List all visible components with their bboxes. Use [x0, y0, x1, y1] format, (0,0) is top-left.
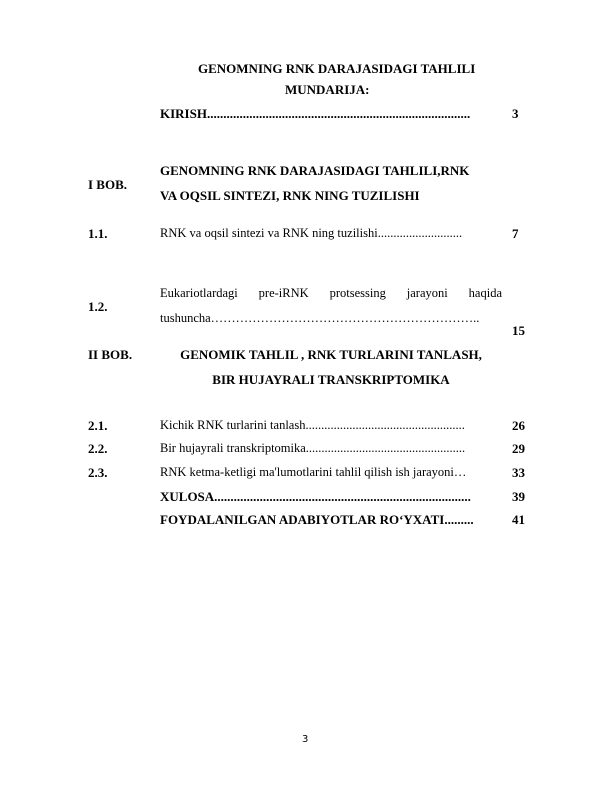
section-1-1-title: RNK va oqsil sintezi va RNK ning tuzilishi...........................	[160, 226, 463, 240]
section-1-2-page: 15	[512, 323, 525, 338]
toc-page-conclusion: 39	[512, 489, 525, 504]
section-2-1-number: 2.1.	[88, 418, 108, 433]
chapter-1-number: I BOB.	[88, 177, 128, 192]
toc-page-references: 41	[512, 512, 525, 527]
section-2-3-page: 33	[512, 465, 525, 480]
section-2-2-page: 29	[512, 441, 525, 456]
chapter-2-title-line2: BIR HUJAYRALI TRANSKRIPTOMIKA	[212, 372, 450, 387]
chapter-2-number: II BOB.	[88, 347, 133, 362]
toc-entry-conclusion: XULOSA...............................................................................	[160, 489, 471, 504]
section-2-3-number: 2.3.	[88, 465, 108, 480]
section-1-2-title-line1: Eukariotlardagi pre-iRNK protsessing jarayoni haqida	[160, 286, 502, 300]
section-1-2-title-line2: tushuncha………………………………………………………..	[160, 311, 480, 325]
section-1-1-page: 7	[512, 226, 519, 241]
toc-entry-references: FOYDALANILGAN ADABIYOTLAR RO‘YXATI.........	[160, 512, 474, 527]
chapter-2-title-line1: GENOMIK TAHLIL , RNK TURLARINI TANLASH,	[180, 347, 482, 362]
section-1-2-number: 1.2.	[88, 299, 108, 314]
section-2-2-number: 2.2.	[88, 441, 108, 456]
chapter-1-title-line1: GENOMNING RNK DARAJASIDAGI TAHLILI,RNK	[160, 163, 470, 178]
section-2-3-title: RNK ketma-ketligi ma'lumotlarini tahlil qilish ish jarayoni…	[160, 465, 467, 479]
section-1-1-number: 1.1.	[88, 226, 108, 241]
document-title: GENOMNING RNK DARAJASIDAGI TAHLILI	[198, 61, 476, 76]
toc-page-intro: 3	[512, 106, 519, 121]
toc-heading: MUNDARIJA:	[285, 82, 370, 97]
toc-entry-intro: KIRISH.................................................................................	[160, 106, 471, 121]
chapter-1-title-line2: VA OQSIL SINTEZI, RNK NING TUZILISHI	[160, 188, 420, 203]
page-number: 3	[302, 734, 309, 745]
section-2-1-title: Kichik RNK turlarini tanlash...................................................	[160, 418, 465, 432]
section-2-1-page: 26	[512, 418, 525, 433]
section-2-2-title: Bir hujayrali transkriptomika...................................................	[160, 441, 466, 455]
